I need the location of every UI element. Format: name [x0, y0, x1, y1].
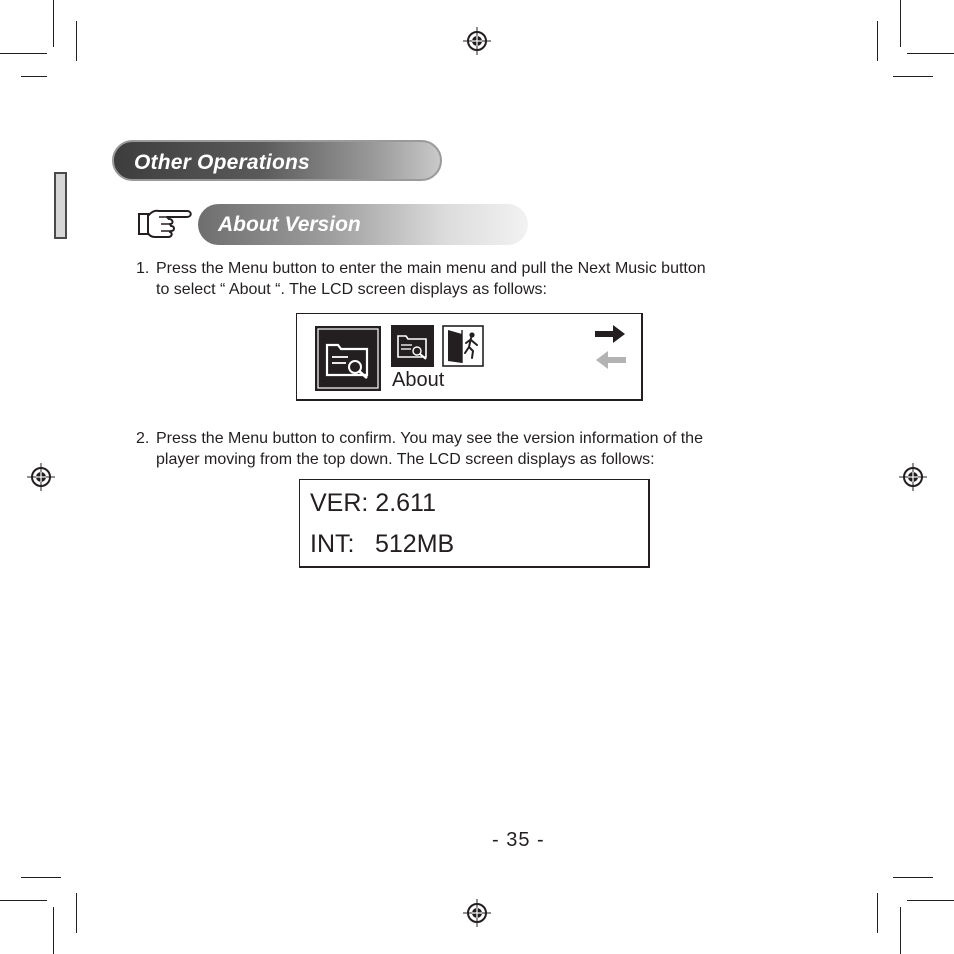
- arrow-left-icon: [595, 350, 626, 370]
- crop-mark: [877, 21, 878, 61]
- version-line: VER: 2.611: [310, 489, 437, 517]
- lcd-version-screen: [299, 479, 650, 568]
- subsection-heading-pill: [198, 204, 528, 245]
- step-number: 2.: [136, 430, 150, 447]
- registration-mark-icon: [463, 899, 491, 927]
- crop-mark: [0, 900, 47, 901]
- lcd-menu-label: About: [392, 369, 445, 391]
- crop-mark: [893, 76, 933, 77]
- memory-label: INT:: [310, 530, 355, 558]
- memory-value: 512MB: [375, 530, 455, 558]
- crop-mark: [21, 877, 61, 878]
- crop-mark: [900, 0, 901, 47]
- crop-mark: [900, 907, 901, 954]
- crop-mark: [76, 21, 77, 61]
- subsection-heading: About Version: [218, 213, 361, 236]
- crop-mark: [877, 893, 878, 933]
- exit-door-icon: [442, 325, 484, 367]
- registration-mark-icon: [899, 463, 927, 491]
- crop-mark: [53, 907, 54, 954]
- section-heading: Other Operations: [134, 151, 310, 174]
- crop-mark: [907, 53, 954, 54]
- section-heading-pill: [112, 140, 442, 181]
- crop-mark: [53, 0, 54, 47]
- registration-mark-icon: [27, 463, 55, 491]
- page-number: - 35 -: [492, 829, 545, 851]
- crop-mark: [21, 76, 47, 77]
- crop-mark: [907, 900, 954, 901]
- arrow-right-icon: [595, 324, 626, 344]
- chapter-side-tab: [54, 172, 67, 239]
- crop-mark: [0, 53, 47, 54]
- folder-search-icon: [314, 325, 382, 392]
- registration-mark-icon: [463, 27, 491, 55]
- lcd-menu-screen: [296, 313, 643, 401]
- step-text-line-2: player moving from the top down. The LCD screen displays as follows:: [156, 451, 655, 468]
- step-text-line-1: Press the Menu button to confirm. You may see the version information of the: [156, 430, 703, 447]
- pointing-hand-icon: [137, 207, 195, 239]
- crop-mark: [893, 877, 933, 878]
- crop-mark: [76, 893, 77, 933]
- step-text-line-2: to select “ About “. The LCD screen displays as follows:: [156, 281, 547, 298]
- step-text-line-1: Press the Menu button to enter the main menu and pull the Next Music button: [156, 260, 706, 277]
- step-number: 1.: [136, 260, 150, 277]
- folder-search-icon: [391, 325, 434, 367]
